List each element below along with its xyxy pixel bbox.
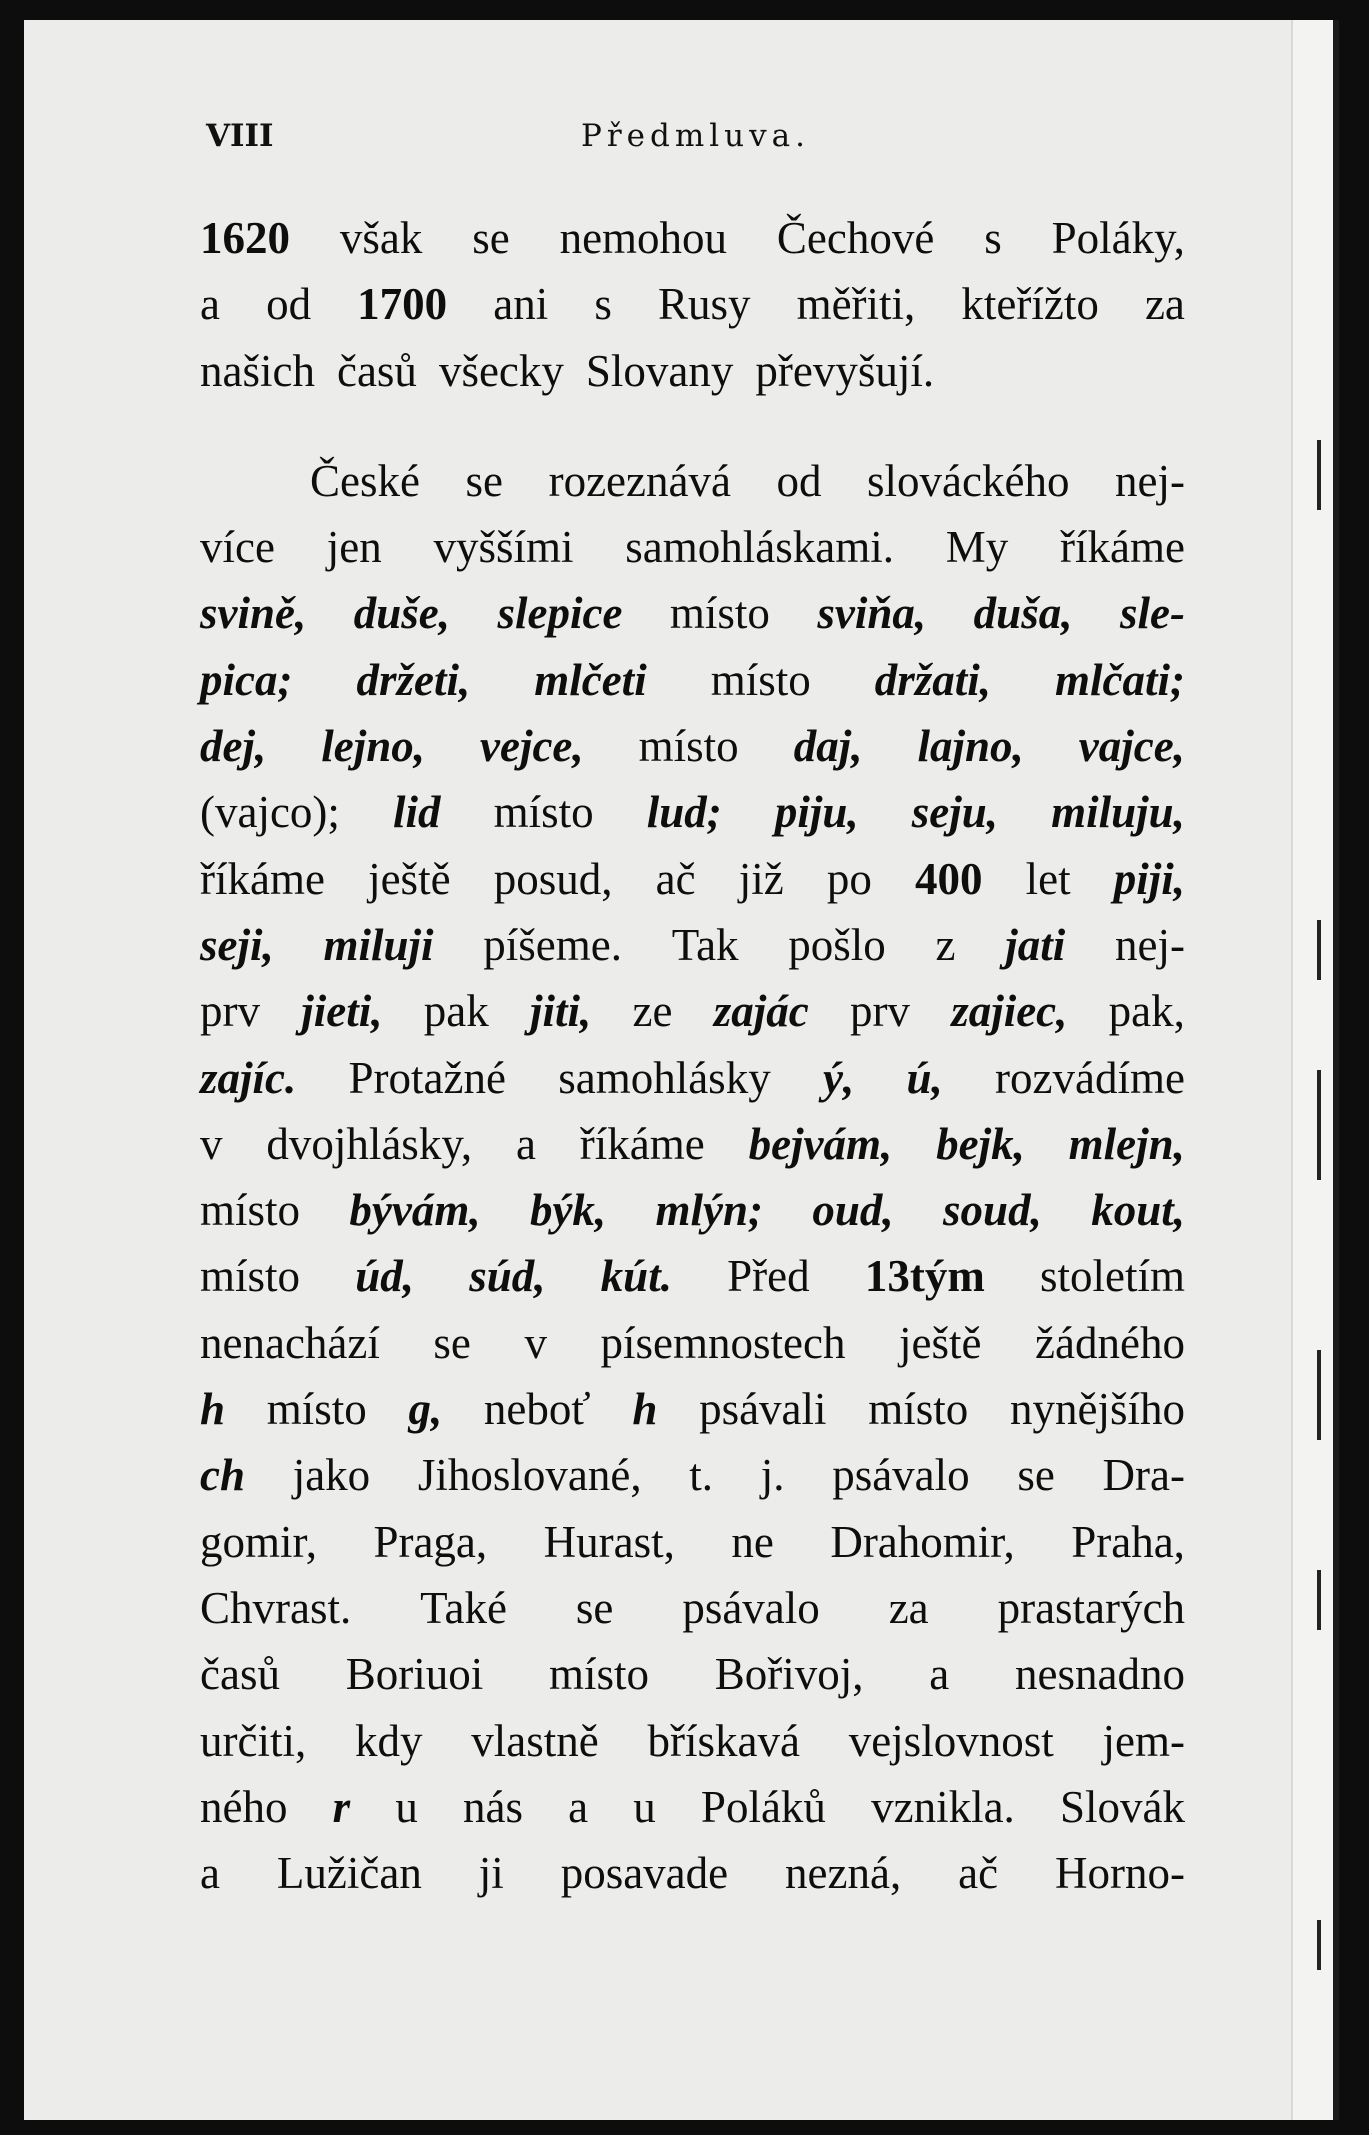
word: nezná, — [785, 1848, 902, 1899]
text-line — [200, 1442, 1185, 1508]
word: pak, — [1108, 986, 1185, 1037]
text-line — [200, 271, 1185, 337]
word: ze — [632, 986, 673, 1037]
word: místo — [868, 1384, 969, 1435]
italic-word: zajíc. — [200, 1052, 297, 1103]
word: od — [776, 455, 822, 506]
italic-word: ch — [200, 1450, 245, 1501]
word: říkáme — [579, 1118, 705, 1169]
word: kteřížto — [961, 279, 1099, 330]
word: v — [524, 1317, 547, 1368]
word: ač — [958, 1848, 999, 1899]
word: Jihoslované, — [417, 1450, 642, 1501]
gutter-mark — [1317, 1570, 1321, 1630]
italic-word: kout, — [1091, 1185, 1185, 1236]
word: prv — [200, 986, 260, 1037]
text-line — [200, 1641, 1185, 1707]
word: ještě — [368, 853, 451, 904]
word: a — [929, 1649, 950, 1700]
text-line — [200, 580, 1185, 646]
text-line — [200, 713, 1185, 779]
paragraph — [200, 205, 1185, 404]
word: ne — [731, 1516, 774, 1567]
text-line — [200, 1045, 1185, 1111]
word: psávalo — [832, 1450, 970, 1501]
text-line — [200, 779, 1185, 845]
text-line — [200, 647, 1185, 713]
italic-word: mlýn; — [655, 1185, 764, 1236]
word: j. — [760, 1450, 785, 1501]
word: místo — [548, 1649, 650, 1700]
italic-word: zajiec, — [951, 986, 1068, 1037]
word: České — [310, 455, 420, 506]
italic-word: g, — [408, 1384, 443, 1435]
word: Praha, — [1071, 1516, 1185, 1567]
text-line — [200, 448, 1185, 514]
running-head: Předmluva. — [581, 118, 810, 154]
text-line — [200, 1774, 1185, 1840]
bold-word: 400 — [914, 853, 983, 904]
italic-word: kút. — [600, 1251, 672, 1302]
italic-word: h — [200, 1384, 226, 1435]
bold-word: 1620 — [200, 213, 290, 263]
word: místo — [200, 1185, 301, 1236]
word: za — [1144, 279, 1185, 330]
word: místo — [710, 654, 811, 705]
word: se — [433, 1317, 471, 1368]
word: Před — [727, 1251, 810, 1302]
text-line — [200, 978, 1185, 1044]
word: Slovák — [1059, 1781, 1185, 1832]
word: My — [945, 522, 1009, 573]
italic-word: h — [632, 1384, 658, 1435]
word: prv — [849, 986, 910, 1037]
word: Poláky, — [1051, 213, 1185, 263]
italic-word: mlejn, — [1068, 1118, 1185, 1169]
text-line — [200, 1708, 1185, 1774]
text-line — [200, 1111, 1185, 1177]
word: a — [200, 1848, 220, 1899]
word: let — [1025, 853, 1071, 904]
word: nenachází — [200, 1317, 380, 1368]
word: píšeme. — [483, 919, 622, 970]
word: písemnostech — [600, 1317, 846, 1368]
word: Hurast, — [543, 1516, 675, 1567]
word: Protažné — [348, 1052, 506, 1103]
italic-word: jiti, — [529, 986, 592, 1037]
word: s — [984, 213, 1002, 263]
word: rozeznává — [548, 455, 731, 506]
word: Tak — [671, 919, 739, 970]
word: říkáme — [1060, 522, 1185, 573]
word: pak — [423, 986, 489, 1037]
word: posud, — [493, 853, 613, 904]
italic-word: ú, — [906, 1052, 943, 1103]
italic-word: vajce, — [1078, 721, 1185, 772]
word: posavade — [560, 1848, 729, 1899]
word: nás — [462, 1781, 523, 1832]
word: t. — [689, 1450, 714, 1501]
bold-word: 1700 — [357, 279, 448, 330]
word: nesnadno — [1015, 1649, 1185, 1700]
italic-word: svině, — [200, 588, 307, 639]
italic-word: držati, — [874, 654, 992, 705]
italic-word: jieti, — [301, 986, 383, 1037]
italic-word: mlčeti — [534, 654, 647, 705]
italic-word: lajno, — [917, 721, 1024, 772]
page-number: VIII — [206, 118, 274, 154]
word: převyšují. — [755, 345, 935, 396]
word: od — [266, 279, 312, 330]
text-line — [200, 846, 1185, 912]
italic-word: vejce, — [480, 721, 584, 772]
word: Slovany — [585, 345, 734, 396]
word: Dra- — [1102, 1450, 1185, 1501]
word: místo — [669, 588, 770, 639]
text-line — [200, 1310, 1185, 1376]
word: a — [568, 1781, 589, 1832]
word: vznikla. — [871, 1781, 1015, 1832]
word: vejslovnost — [848, 1715, 1054, 1766]
italic-word: lejno, — [321, 721, 425, 772]
italic-word: soud, — [943, 1185, 1042, 1236]
word: Poláků — [700, 1781, 826, 1832]
italic-word: lid — [393, 787, 441, 838]
italic-word: r — [332, 1781, 351, 1832]
text-line — [200, 1243, 1185, 1309]
text-line — [200, 912, 1185, 978]
word: nynějšího — [1009, 1384, 1185, 1435]
word: neboť — [483, 1384, 591, 1435]
word: Rusy — [657, 279, 751, 330]
word: u — [633, 1781, 656, 1832]
italic-word: miluji — [323, 919, 434, 970]
word: Čechové — [776, 213, 935, 263]
italic-word: miluju, — [1051, 787, 1185, 838]
italic-word: piju, — [774, 787, 859, 838]
bold-word: 13tým — [864, 1251, 985, 1302]
word: prastarých — [997, 1582, 1185, 1633]
italic-word: ý, — [822, 1052, 855, 1103]
word: psávalo — [682, 1582, 820, 1633]
word: dvojhlásky, — [266, 1118, 473, 1169]
word: však — [339, 213, 423, 263]
word: Horno- — [1055, 1848, 1185, 1899]
text-line — [200, 338, 1185, 404]
word: ani — [493, 279, 549, 330]
word: za — [888, 1582, 929, 1633]
italic-word: pica; — [200, 654, 293, 705]
word: žádného — [1035, 1317, 1185, 1368]
word: ač — [655, 853, 696, 904]
word: místo — [200, 1251, 301, 1302]
word: z — [935, 919, 956, 970]
word: samohláskami. — [625, 522, 894, 573]
word: více — [200, 522, 275, 573]
word: časů — [200, 1649, 280, 1700]
word: ného — [200, 1781, 288, 1832]
word: Chvrast. — [200, 1582, 352, 1633]
word: Drahomir, — [830, 1516, 1015, 1567]
word: Boriuoi — [345, 1649, 484, 1700]
word: jako — [292, 1450, 371, 1501]
word: s — [594, 279, 612, 330]
gutter-mark — [1317, 920, 1321, 980]
italic-word: oud, — [812, 1185, 894, 1236]
word: časů — [336, 345, 417, 396]
word: (vajco); — [200, 787, 340, 838]
word: v — [200, 1118, 223, 1169]
italic-word: bývám, — [349, 1185, 481, 1236]
italic-word: duša, — [973, 588, 1073, 639]
word: ještě — [899, 1317, 982, 1368]
word: jem- — [1102, 1715, 1185, 1766]
italic-word: súd, — [469, 1251, 546, 1302]
italic-word: slepice — [497, 588, 623, 639]
word: Bořivoj, — [714, 1649, 864, 1700]
word: psávali — [699, 1384, 827, 1435]
italic-word: držeti, — [356, 654, 471, 705]
italic-word: dej, — [200, 721, 267, 772]
word: všecky — [438, 345, 564, 396]
word: určiti, — [200, 1715, 307, 1766]
word: Také — [420, 1582, 507, 1633]
text-line — [200, 1177, 1185, 1243]
word: se — [1017, 1450, 1055, 1501]
word: pošlo — [788, 919, 886, 970]
text-line — [200, 1376, 1185, 1442]
italic-word: mlčati; — [1055, 654, 1185, 705]
gutter-mark — [1317, 440, 1321, 510]
word: u — [395, 1781, 418, 1832]
word: samohlásky — [558, 1052, 771, 1103]
text-line — [200, 1840, 1185, 1906]
italic-word: býk, — [529, 1185, 607, 1236]
gutter-mark — [1317, 1350, 1321, 1440]
word: našich — [200, 345, 315, 396]
word: ji — [478, 1848, 504, 1899]
word: místo — [638, 721, 739, 772]
word: se — [472, 213, 510, 263]
page-gutter — [1291, 20, 1333, 2120]
word: a — [200, 279, 220, 330]
word: místo — [266, 1384, 367, 1435]
italic-word: seju, — [911, 787, 999, 838]
italic-word: bejk, — [936, 1118, 1025, 1169]
word: stoletím — [1040, 1251, 1185, 1302]
word: měřiti, — [796, 279, 916, 330]
text-line — [200, 1509, 1185, 1575]
word: jen — [326, 522, 382, 573]
italic-word: úd, — [355, 1251, 414, 1302]
word: slováckého — [867, 455, 1070, 506]
italic-word: zajác — [713, 986, 809, 1037]
word: nemohou — [559, 213, 728, 263]
word: nej- — [1115, 919, 1185, 970]
word: břískavá — [647, 1715, 800, 1766]
italic-word: lud; — [646, 787, 722, 838]
gutter-mark — [1317, 1070, 1321, 1180]
word: vlastně — [471, 1715, 599, 1766]
italic-word: seji, — [200, 919, 274, 970]
italic-word: jati — [1005, 919, 1066, 970]
text-line — [200, 1575, 1185, 1641]
word: se — [575, 1582, 614, 1633]
word: kdy — [354, 1715, 423, 1766]
italic-word: sle- — [1119, 588, 1185, 639]
italic-word: bejvám, — [748, 1118, 893, 1169]
word: po — [826, 853, 872, 904]
text-line — [200, 205, 1185, 271]
word: se — [465, 455, 504, 506]
italic-word: daj, — [793, 721, 863, 772]
page-header — [206, 118, 1206, 158]
word: Praga, — [373, 1516, 488, 1567]
paragraph — [200, 448, 1185, 1907]
word: vyššími — [433, 522, 574, 573]
word: rozvádíme — [995, 1052, 1185, 1103]
italic-word: duše, — [353, 588, 450, 639]
word: již — [738, 853, 784, 904]
body-text — [200, 205, 1185, 1906]
paragraph-gap — [200, 404, 1185, 448]
word: Lužičan — [276, 1848, 422, 1899]
word: a — [515, 1118, 536, 1169]
italic-word: sviňa, — [817, 588, 927, 639]
word: říkáme — [200, 853, 325, 904]
italic-word: piji, — [1113, 853, 1185, 904]
word: nej- — [1115, 455, 1185, 506]
text-line — [200, 514, 1185, 580]
gutter-mark — [1317, 1920, 1321, 1970]
word: místo — [493, 787, 594, 838]
word: gomir, — [200, 1516, 317, 1567]
